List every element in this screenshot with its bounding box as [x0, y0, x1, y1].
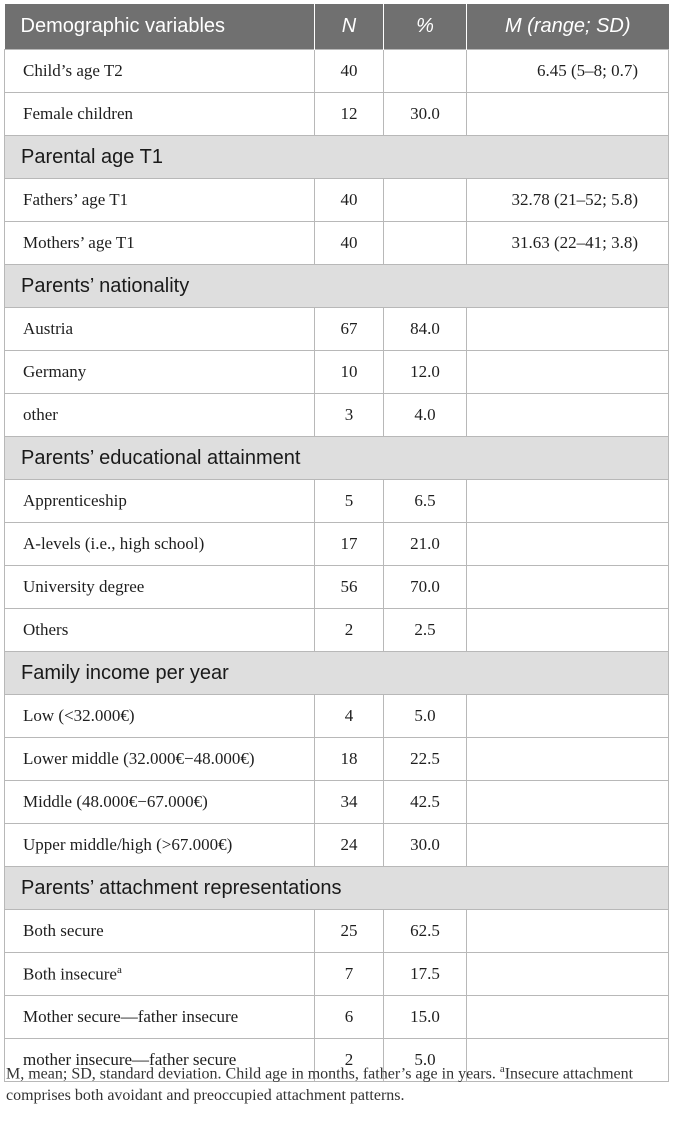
table-row	[5, 179, 669, 222]
section-header-row	[5, 652, 669, 695]
row-n: 4	[315, 695, 384, 738]
row-percent: 17.5	[384, 953, 467, 996]
table-row	[5, 738, 669, 781]
footnote-text-2: Insecure attachment comprises both avoidant and preoccupied attachment patterns.	[6, 1065, 634, 1105]
row-percent: 62.5	[384, 910, 467, 953]
row-percent: 4.0	[384, 394, 467, 437]
table-row	[5, 93, 669, 136]
row-label	[5, 996, 315, 1039]
row-n: 40	[315, 222, 384, 265]
table-row	[5, 480, 669, 523]
row-n: 17	[315, 523, 384, 566]
row-mean-range-sd	[467, 566, 669, 609]
row-label	[5, 351, 315, 394]
row-label	[5, 781, 315, 824]
table-body	[5, 50, 669, 1082]
header-percent: %	[384, 4, 467, 50]
row-mean-range-sd: 32.78 (21–52; 5.8)	[467, 179, 669, 222]
row-label-text: Fathers’ age T1	[23, 190, 129, 209]
row-percent: 84.0	[384, 308, 467, 351]
row-label	[5, 953, 315, 996]
section-header-row	[5, 136, 669, 179]
header-n: N	[315, 4, 384, 50]
section-title: Family income per year	[5, 652, 669, 695]
row-label	[5, 523, 315, 566]
row-label-text: Apprenticeship	[23, 491, 127, 510]
row-percent: 12.0	[384, 351, 467, 394]
row-percent	[384, 179, 467, 222]
row-label-text: Female children	[23, 104, 133, 123]
table-row	[5, 953, 669, 996]
row-mean-range-sd	[467, 996, 669, 1039]
row-percent: 21.0	[384, 523, 467, 566]
table-row	[5, 308, 669, 351]
row-label-text: Child’s age T2	[23, 61, 123, 80]
table-row	[5, 50, 669, 93]
section-title: Parents’ attachment representations	[5, 867, 669, 910]
row-label	[5, 609, 315, 652]
row-mean-range-sd	[467, 695, 669, 738]
row-n: 3	[315, 394, 384, 437]
table-row	[5, 222, 669, 265]
row-mean-range-sd	[467, 93, 669, 136]
section-title: Parental age T1	[5, 136, 669, 179]
row-label-text: Both insecure	[23, 964, 117, 984]
row-percent: 5.0	[384, 1039, 467, 1082]
row-label-text: Lower middle (32.000€−48.000€)	[23, 749, 255, 768]
footnote-superscript: a	[499, 1063, 505, 1075]
table-row	[5, 910, 669, 953]
row-percent: 70.0	[384, 566, 467, 609]
row-percent: 30.0	[384, 824, 467, 867]
row-mean-range-sd	[467, 953, 669, 996]
row-label	[5, 910, 315, 953]
table-row	[5, 609, 669, 652]
row-n: 10	[315, 351, 384, 394]
row-mean-range-sd	[467, 609, 669, 652]
header-mean-range-sd: M (range; SD)	[467, 4, 669, 50]
row-label	[5, 394, 315, 437]
row-percent: 2.5	[384, 609, 467, 652]
row-label-text: Both secure	[23, 921, 104, 940]
table-footnote	[6, 1058, 666, 1107]
table-row	[5, 394, 669, 437]
row-n: 24	[315, 824, 384, 867]
row-label-text: Others	[23, 620, 69, 639]
table-row	[5, 351, 669, 394]
row-mean-range-sd	[467, 308, 669, 351]
row-mean-range-sd: 31.63 (22–41; 3.8)	[467, 222, 669, 265]
row-n: 18	[315, 738, 384, 781]
row-mean-range-sd	[467, 910, 669, 953]
row-n: 12	[315, 93, 384, 136]
row-mean-range-sd	[467, 523, 669, 566]
row-label	[5, 93, 315, 136]
table-row	[5, 566, 669, 609]
row-label	[5, 824, 315, 867]
section-title: Parents’ educational attainment	[5, 437, 669, 480]
row-n: 5	[315, 480, 384, 523]
header-demographic-variables: Demographic variables	[5, 4, 315, 50]
row-label	[5, 566, 315, 609]
section-header-row	[5, 437, 669, 480]
table-row	[5, 695, 669, 738]
row-mean-range-sd	[467, 781, 669, 824]
row-percent: 30.0	[384, 93, 467, 136]
row-label-text: A-levels (i.e., high school)	[23, 534, 205, 553]
row-label	[5, 695, 315, 738]
row-percent	[384, 50, 467, 93]
section-title: Parents’ nationality	[5, 265, 669, 308]
row-label-text: University degree	[23, 577, 145, 596]
row-n: 6	[315, 996, 384, 1039]
row-n: 56	[315, 566, 384, 609]
row-n: 25	[315, 910, 384, 953]
row-mean-range-sd	[467, 351, 669, 394]
row-n: 67	[315, 308, 384, 351]
row-label	[5, 480, 315, 523]
row-mean-range-sd: 6.45 (5–8; 0.7)	[467, 50, 669, 93]
row-label-text: Middle (48.000€−67.000€)	[23, 792, 208, 811]
table-row	[5, 781, 669, 824]
row-label-text: Low (<32.000€)	[23, 706, 135, 725]
row-n: 7	[315, 953, 384, 996]
row-label-text: Austria	[23, 319, 74, 338]
row-n: 2	[315, 609, 384, 652]
row-percent: 5.0	[384, 695, 467, 738]
row-label-text: Mothers’ age T1	[23, 233, 135, 252]
row-label	[5, 179, 315, 222]
section-header-row	[5, 867, 669, 910]
row-mean-range-sd	[467, 480, 669, 523]
row-label-text: mother insecure—father secure	[23, 1050, 237, 1069]
row-label-text: Upper middle/high (>67.000€)	[23, 835, 233, 854]
demographics-table	[4, 4, 669, 1082]
row-mean-range-sd	[467, 824, 669, 867]
row-label	[5, 308, 315, 351]
section-header-row	[5, 265, 669, 308]
row-percent: 15.0	[384, 996, 467, 1039]
row-percent: 6.5	[384, 480, 467, 523]
row-label-text: other	[23, 405, 58, 424]
row-label-text: Mother secure—father insecure	[23, 1007, 239, 1026]
row-label	[5, 738, 315, 781]
row-label	[5, 222, 315, 265]
row-n: 40	[315, 179, 384, 222]
row-mean-range-sd	[467, 738, 669, 781]
row-percent: 22.5	[384, 738, 467, 781]
row-n: 34	[315, 781, 384, 824]
table-row	[5, 523, 669, 566]
row-n: 2	[315, 1039, 384, 1082]
row-label	[5, 50, 315, 93]
row-mean-range-sd	[467, 394, 669, 437]
row-label-text: Germany	[23, 362, 87, 381]
table-row	[5, 996, 669, 1039]
row-label-superscript: a	[116, 963, 122, 976]
table-row	[5, 824, 669, 867]
row-n: 40	[315, 50, 384, 93]
footnote-text: M, mean; SD, standard deviation. Child age in months, father’s age in years.	[6, 1065, 500, 1083]
row-percent: 42.5	[384, 781, 467, 824]
row-percent	[384, 222, 467, 265]
table-header-row	[5, 4, 669, 50]
